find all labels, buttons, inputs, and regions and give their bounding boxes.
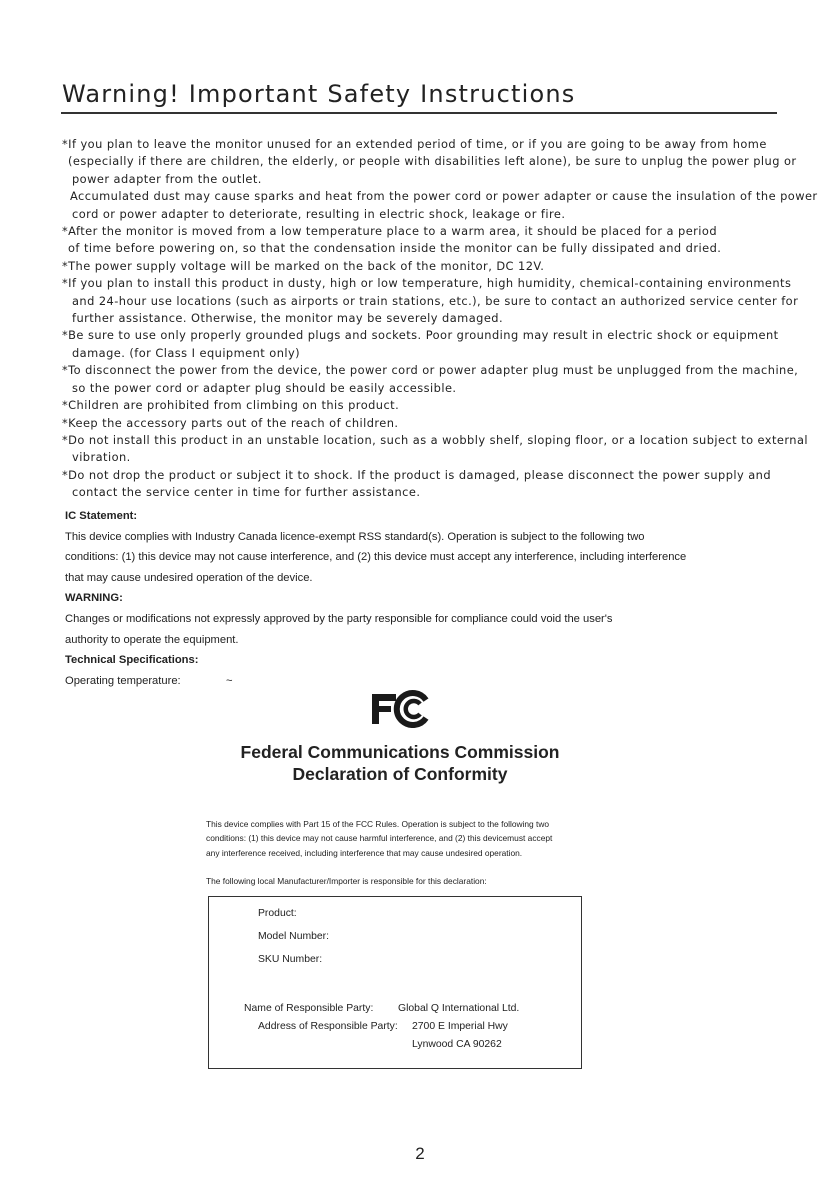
regulatory-section xyxy=(65,506,765,691)
product-label: Product: xyxy=(258,908,297,919)
address-label: Address of Responsible Party: xyxy=(258,1021,398,1032)
operating-temperature-value: ~ xyxy=(226,674,233,687)
address-line: Lynwood CA 90262 xyxy=(412,1039,502,1050)
instruction-line: *If you plan to leave the monitor unused for an extended period of time, or if you are going to be away from home xyxy=(62,137,767,151)
operating-temperature-label: Operating temperature: xyxy=(65,674,181,687)
address-line: 2700 E Imperial Hwy xyxy=(412,1021,508,1032)
instruction-item xyxy=(62,362,799,397)
fcc-logo xyxy=(370,688,430,728)
model-number-label: Model Number: xyxy=(258,931,330,942)
sku-number-label: SKU Number: xyxy=(258,954,323,965)
fcc-body-line: any interference received, including interference that may cause undesired operation. xyxy=(206,847,523,858)
instruction-line: further assistance. Otherwise, the monitor may be severely damaged. xyxy=(72,311,504,326)
fcc-responsible-note: The following local Manufacturer/Importer is responsible for this declaration: xyxy=(206,876,487,886)
instruction-line: Accumulated dust may cause sparks and heat from the power cord or power adapter or cause the insulation of the power xyxy=(70,189,818,204)
instruction-line: contact the service center in time for further assistance. xyxy=(72,485,421,500)
instruction-line: *Be sure to use only properly grounded plugs and sockets. Poor grounding may result in electric shock or equipment xyxy=(62,328,779,343)
ic-statement-line: conditions: (1) this device may not cause interference, and (2) this device must accept any interference, including interference xyxy=(65,551,687,564)
warning-heading: WARNING: xyxy=(65,592,123,605)
warning-line: Changes or modifications not expressly approved by the party responsible for compliance could void the user's xyxy=(65,612,613,625)
instruction-line: *Do not drop the product or subject it to shock. If the product is damaged, please disconnect the power supply and xyxy=(62,467,772,482)
fcc-body-line: conditions: (1) this device may not cause harmful interference, and (2) this devicemust accept xyxy=(206,833,553,844)
instruction-item xyxy=(62,136,797,188)
instruction-item xyxy=(62,415,762,432)
instruction-line: damage. (for Class I equipment only) xyxy=(72,345,301,360)
instruction-item xyxy=(62,397,762,414)
instruction-line: cord or power adapter to deteriorate, resulting in electric shock, leakage or fire. xyxy=(72,206,566,221)
fcc-subtitle: Declaration of Conformity xyxy=(292,764,508,784)
safety-instructions xyxy=(62,136,818,502)
ic-statement-line: that may cause undesired operation of the device. xyxy=(65,571,313,584)
instruction-line: *Children are prohibited from climbing on this product. xyxy=(62,398,400,413)
instruction-line: (especially if there are children, the elderly, or people with disabilities left alone), be sure to unplug the power plug or xyxy=(68,154,797,169)
ic-statement-heading: IC Statement: xyxy=(65,510,138,522)
warning-line: authority to operate the equipment. xyxy=(65,633,239,646)
instruction-line: *After the monitor is moved from a low temperature place to a warm area, it should be placed for a period xyxy=(62,224,718,239)
instruction-item xyxy=(62,275,799,327)
title-divider xyxy=(61,112,777,114)
fcc-body-line: This device complies with Part 15 of the FCC Rules. Operation is subject to the following two xyxy=(206,819,550,829)
instruction-item xyxy=(62,327,779,362)
instruction-line: *The power supply voltage will be marked on the back of the monitor, DC 12V. xyxy=(62,258,545,273)
responsible-party-label: Name of Responsible Party: xyxy=(244,1003,374,1014)
instruction-line: *Do not install this product in an unstable location, such as a wobbly shelf, sloping floor, or a location subject to external xyxy=(62,432,809,447)
instruction-line: *If you plan to install this product in dusty, high or low temperature, high humidity, chemical-containing environments xyxy=(62,276,792,291)
instruction-line: vibration. xyxy=(72,450,131,465)
fcc-title: Federal Communications Commission xyxy=(240,742,560,762)
page-number: 2 xyxy=(415,1144,425,1163)
instruction-line: and 24-hour use locations (such as airports or train stations, etc.), be sure to contact an authorized service center for xyxy=(72,293,799,308)
instruction-line: power adapter from the outlet. xyxy=(72,171,262,186)
fcc-compliance-text xyxy=(206,817,606,860)
responsible-party-value: Global Q International Ltd. xyxy=(398,1003,520,1014)
page-title: Warning! Important Safety Instructions xyxy=(62,80,576,108)
declaration-box xyxy=(208,896,582,1069)
ic-statement-line: This device complies with Industry Canada licence-exempt RSS standard(s). Operation is subject to the following two xyxy=(65,530,645,543)
instruction-line: *Keep the accessory parts out of the reach of children. xyxy=(62,415,399,430)
instruction-item xyxy=(62,258,762,275)
instruction-item xyxy=(62,223,762,258)
instruction-item xyxy=(62,188,818,223)
instruction-line: of time before powering on, so that the condensation inside the monitor can be fully dissipated and dried. xyxy=(68,241,722,256)
instruction-line: so the power cord or adapter plug should be easily accessible. xyxy=(72,380,457,395)
tech-specs-heading: Technical Specifications: xyxy=(65,654,199,667)
instruction-line: *To disconnect the power from the device, the power cord or power adapter plug must be unplugged from the machine, xyxy=(62,363,799,378)
instruction-item xyxy=(62,467,772,502)
instruction-item xyxy=(62,432,809,467)
